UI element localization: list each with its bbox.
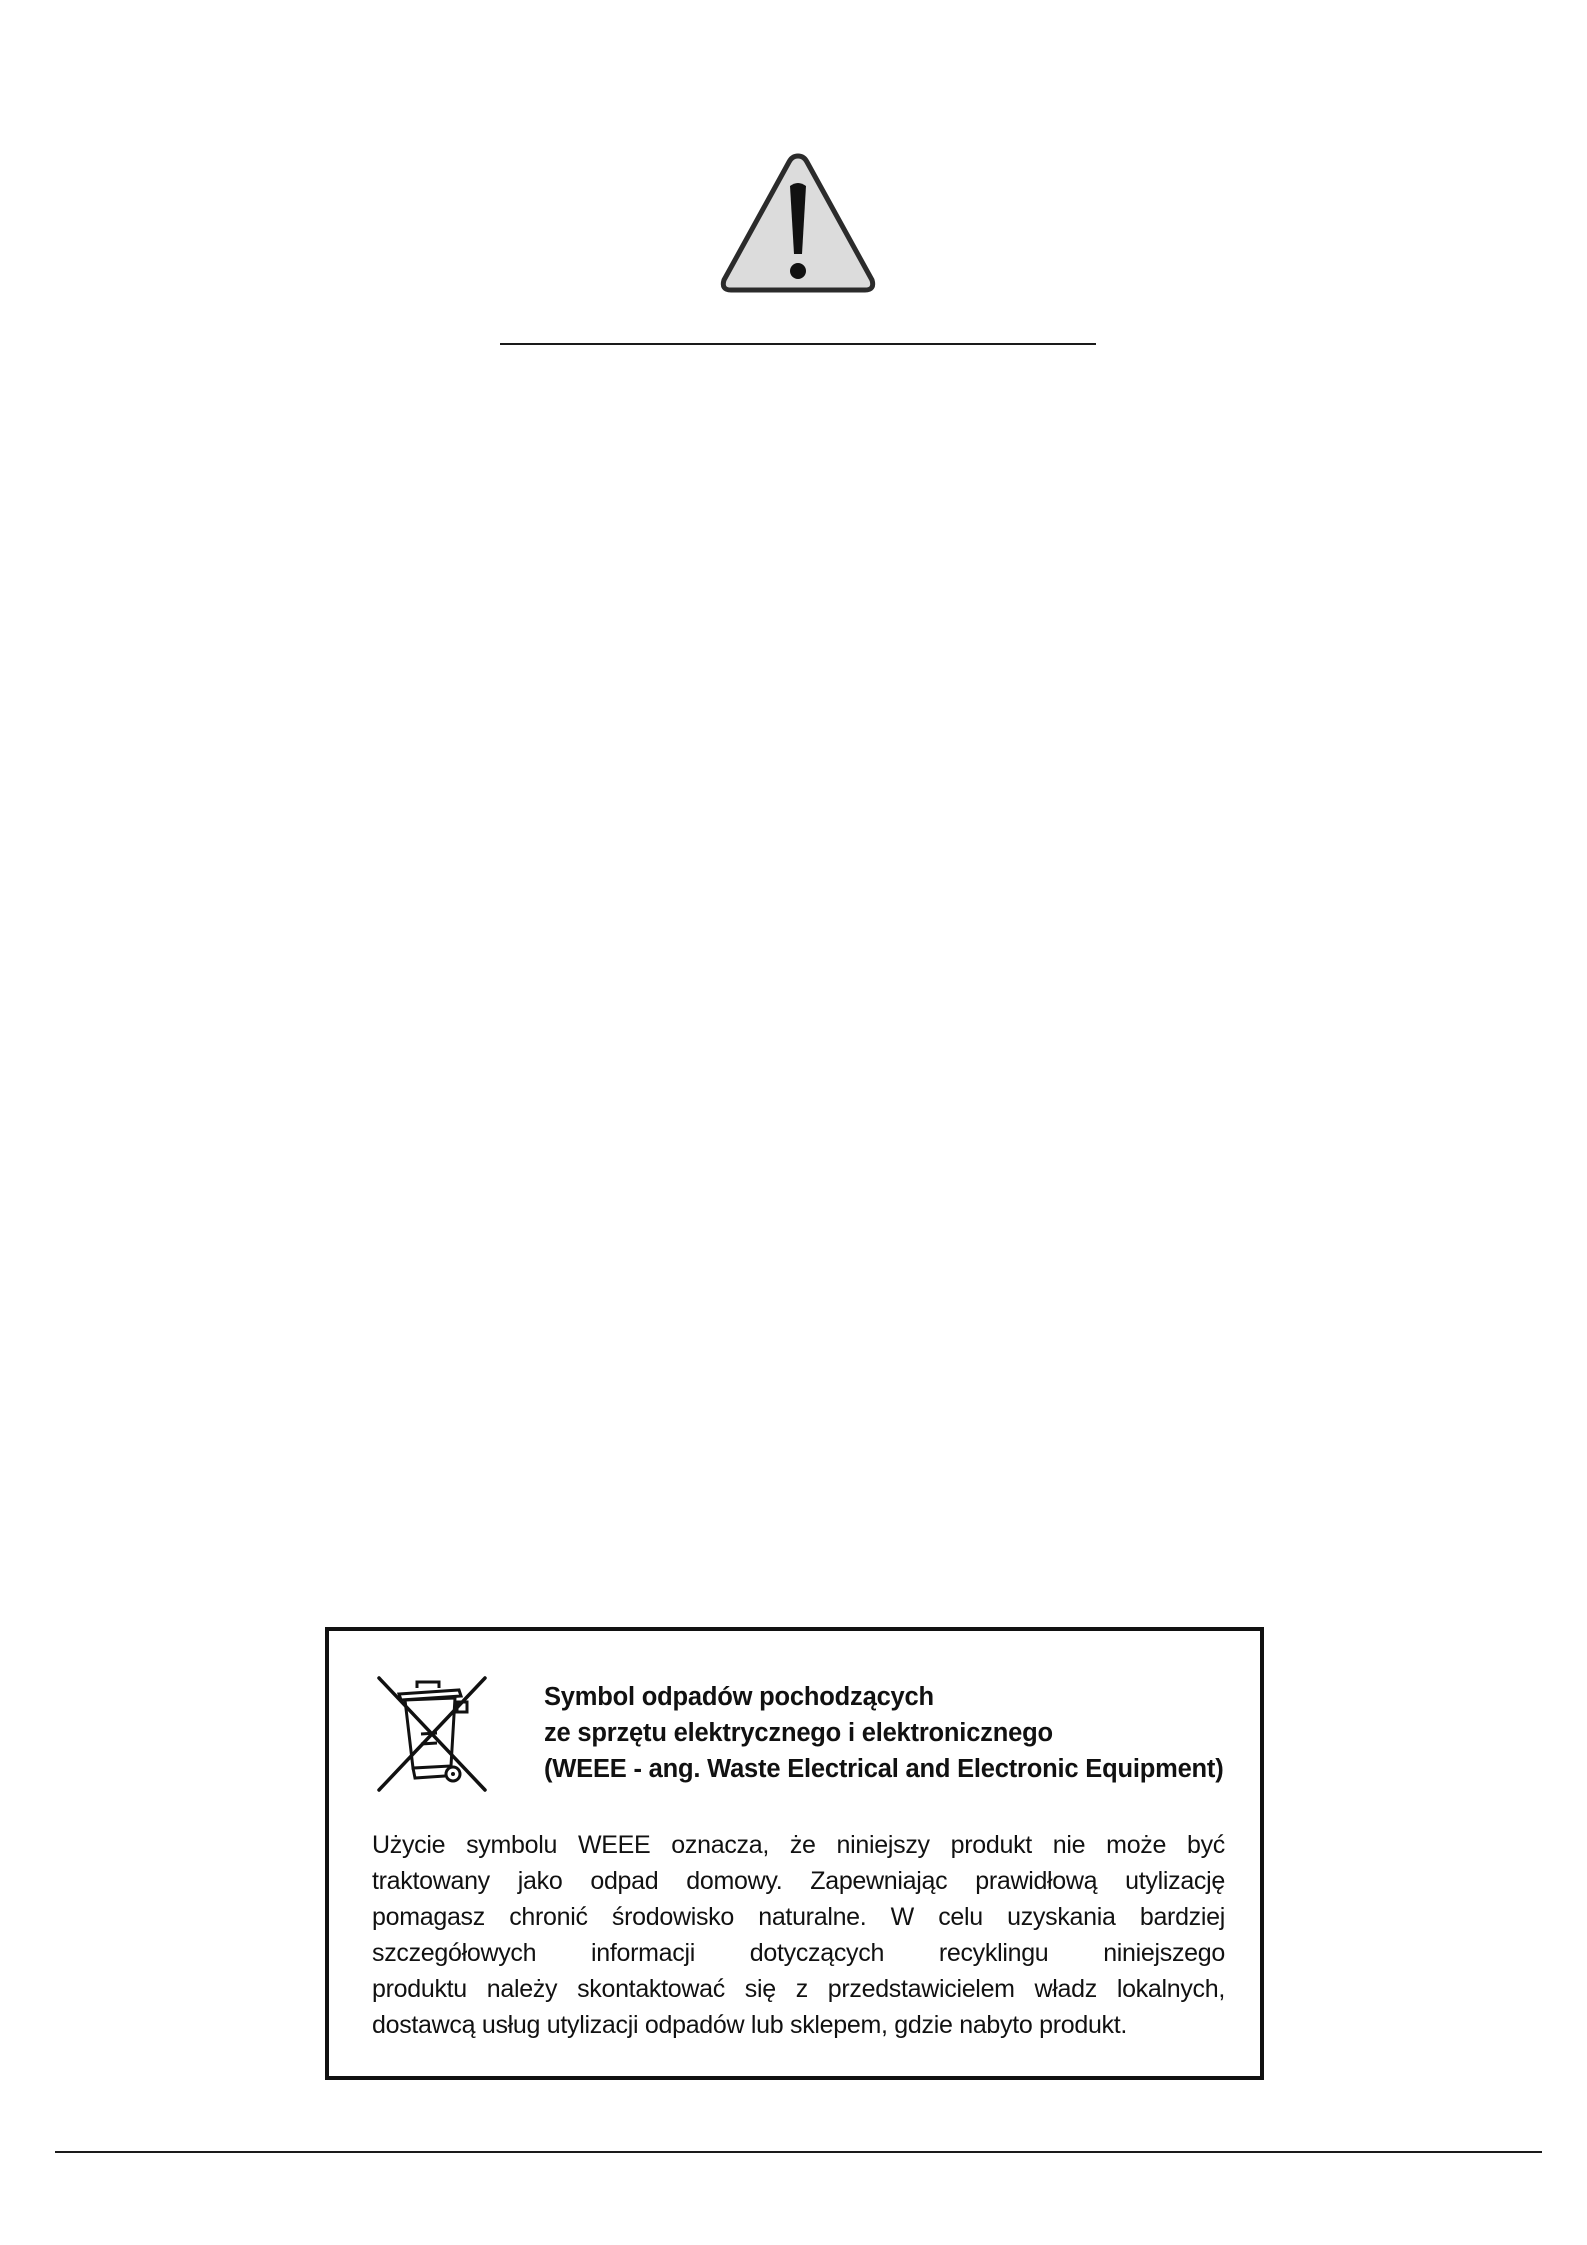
warning-triangle-icon xyxy=(718,150,878,296)
weee-body-line-3: pomagasz chronić środowisko naturalne. W celu uzyskania bardziej xyxy=(372,1903,1225,1931)
weee-notice-box xyxy=(325,1627,1264,2080)
weee-body-line-1: Użycie symbolu WEEE oznacza, że niniejszy produkt nie może być xyxy=(372,1831,1225,1859)
weee-heading-line-2: ze sprzętu elektrycznego i elektronicznego xyxy=(544,1719,1053,1747)
weee-body-line-2: traktowany jako odpad domowy. Zapewniając prawidłową utylizację xyxy=(372,1867,1225,1895)
crossed-out-wheelie-bin-icon xyxy=(375,1674,489,1794)
weee-heading-line-1: Symbol odpadów pochodzących xyxy=(544,1683,934,1711)
weee-body-line-5: produktu należy skontaktować się z przedstawicielem władz lokalnych, xyxy=(372,1975,1225,2003)
weee-body-line-4: szczegółowych informacji dotyczących recyklingu niniejszego xyxy=(372,1939,1225,1967)
bottom-divider xyxy=(55,2151,1542,2153)
weee-heading-line-3: (WEEE - ang. Waste Electrical and Electronic Equipment) xyxy=(544,1755,1224,1783)
top-divider xyxy=(500,343,1096,345)
weee-description xyxy=(372,1827,1225,2043)
weee-heading xyxy=(544,1679,1244,1787)
weee-body-line-6: dostawcą usług utylizacji odpadów lub sklepem, gdzie nabyto produkt. xyxy=(372,2011,1128,2039)
